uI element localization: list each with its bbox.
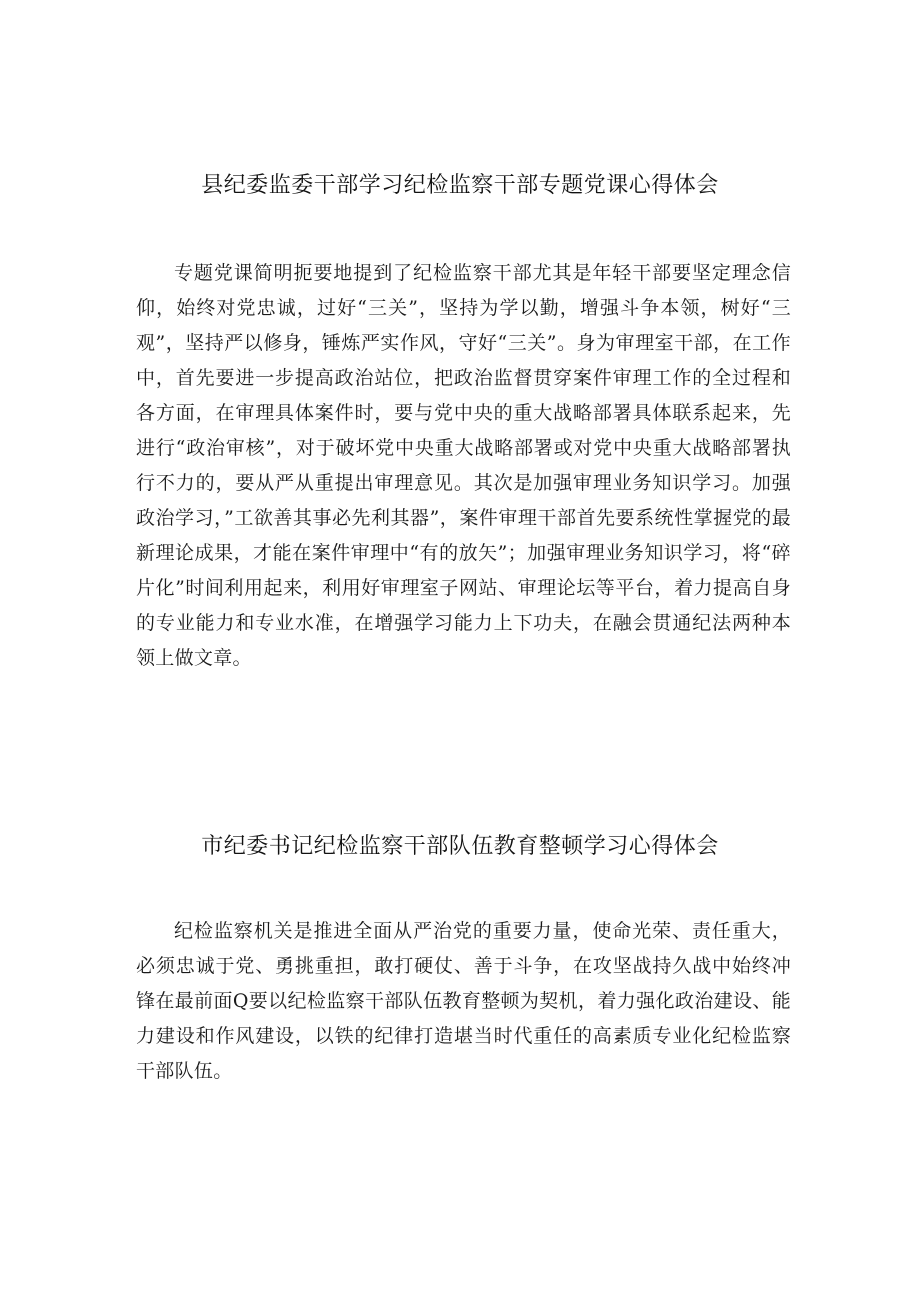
section-1-title: 县纪委监委干部学习纪检监察干部专题党课心得体会 — [201, 173, 719, 198]
section-1-paragraph: 专题党课简明扼要地提到了纪检监察干部尤其是年轻干部要坚定理念信仰，始终对党忠诚，过好“三关”，坚持为学以勤，增强斗争本领，树好“三观”，坚持严以修身，锤炼严实作风，守好“三关”。身为审理室干部，在工作中，首先要进一步提高政治站位，把政治监督贯穿案件审理工作的全过程和各方面，在审理具体案件时，要与党中央的重大战略部署具体联系起来，先进行“政治审核”，对于破坏党中央重大战略部署或对党中央重大战略部署执行不力的，要从严从重提出审理意见。其次是加强审理业务知识学习。加强政治学习，”工欲善其事必先利其器”，案件审理干部首先要系统性掌握党的最新理论成果，才能在案件审理中“有的放矢”；加强审理业务知识学习，将“碎片化”时间利用起来，利用好审理室子网站、审理论坛等平台，着力提高自身的专业能力和专业水准，在增强学习能力上下功夫，在融会贯通纪法两种本领上做文章。 — [136, 262, 791, 669]
section-2-paragraph: 纪检监察机关是推进全面从严治党的重要力量，使命光荣、责任重大，必须忠诚于党、勇挑重担，敢打硬仗、善于斗争，在攻坚战持久战中始终冲锋在最前面Q要以纪检监察干部队伍教育整顿为契机，着力强化政治建设、能力建设和作风建设，以铁的纪律打造堪当时代重任的高素质专业化纪检监察干部队伍。 — [136, 920, 791, 1082]
section-2-title: 市纪委书记纪检监察干部队伍教育整顿学习心得体会 — [201, 834, 719, 859]
